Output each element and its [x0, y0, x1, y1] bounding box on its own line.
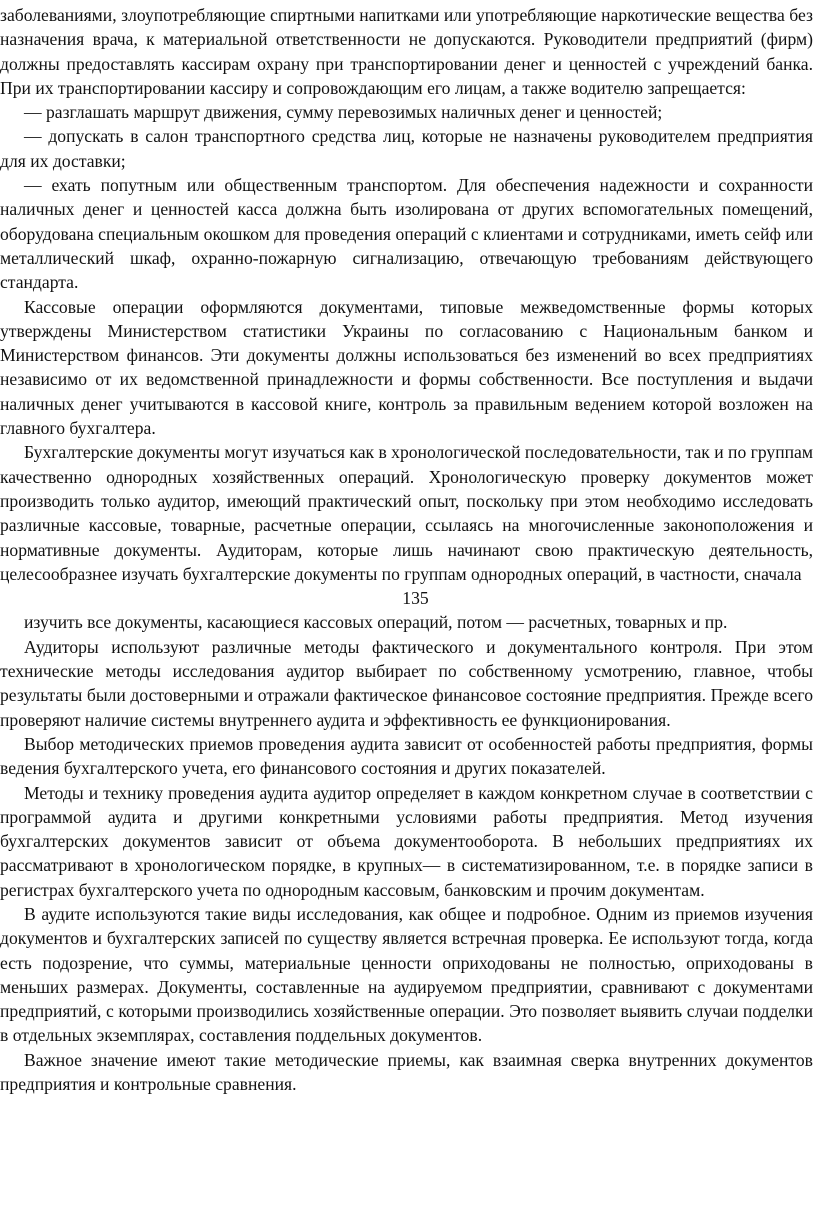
paragraph-accounting-documents: Бухгалтерские документы могут изучаться как в хронологической последовательности, так и по группам качественно однородных хозяйственных операций. Хронологическую проверку документов может производить только аудитор, имеющий практический опыт, поскольку при этом необходимо исследовать различные кассовые, товарные, расчетные операции, ссылаясь на многочисленные законоположения и нормативные документы. Аудиторам, которые лишь начинают свою практическую деятельность, целесообразнее изучать бухгалтерские документы по группам однородных операций, в частности, сначала	[0, 442, 813, 584]
paragraph-cash-operations: Кассовые операции оформляются документами, типовые межведомственные формы которых утверждены Министерством статистики Украины по согласованию с Национальным банком и Министерством финансов. Эти документы должны использоваться без изменений во всех предприятиях независимо от их ведомственной принадлежности и формы собственности. Все поступления и выдачи наличных денег учитываются в кассовой книге, контроль за правильным ведением которой возложен на главного бухгалтера.	[0, 296, 813, 439]
paragraph-reconciliation: Важное значение имеют такие методические приемы, как взаимная сверка внутренних документов предприятия и контрольные сравнения.	[0, 1049, 813, 1095]
list-item-transport: — ехать попутным или общественным транспортом. Для обеспечения надежности и сохранности наличных денег и ценностей касса должна быть изолирована от других вспомогательных помещений, оборудована специальным окошком для проведения операций с клиентами и сотрудниками, иметь сейф или металлический шкаф, охранно-пожарную сигнализацию, отвечающую требованиям действующего стандарта.	[0, 175, 813, 293]
list-item-passengers: — допускать в салон транспортного средства лиц, которые не назначены руководителем предприятия для их доставки;	[0, 126, 813, 171]
paragraph-continuation: заболеваниями, злоупотребляющие спиртными напитками или употребляющие наркотические вещества без назначения врача, к материальной ответственности не допускаются. Руководители предприятий (фирм) должны предоставлять кассирам охрану при транспортировании денег и ценностей с учреждений банка. При их транспортировании кассиру и сопровождающим его лицам, а также водителю запрещается:	[0, 5, 813, 98]
paragraph-research-types: В аудите используются такие виды исследования, как общее и подробное. Одним из приемов изучения документов и бухгалтерских записей по существу является встречная проверка. Ее используют тогда, когда есть подозрение, что суммы, материальные ценности оприходованы не полностью, оприходованы в меньших размерах. Документы, составленные на аудируемом предприятии, сравнивают с документами предприятий, с которыми производились хозяйственные операции. Это позволяет выявить случаи подделки в отдельных экземплярах, составления поддельных документов.	[0, 903, 813, 1046]
page-number: 135	[402, 588, 429, 609]
paragraph-continuation-after-page: изучить все документы, касающиеся кассовых операций, потом — расчетных, товарных и пр.	[24, 612, 728, 633]
list-item-route: — разглашать маршрут движения, сумму перевозимых наличных денег и ценностей;	[24, 102, 663, 123]
paragraph-audit-methods: Аудиторы используют различные методы фактического и документального контроля. При этом технические методы исследования аудитор выбирает по собственному усмотрению, главное, чтобы результаты были достоверными и отражали фактическое финансовое состояние предприятия. Прежде всего проверяют наличие системы внутреннего аудита и эффективность ее функционирования.	[0, 636, 813, 730]
paragraph-audit-technique: Методы и технику проведения аудита аудитор определяет в каждом конкретном случае в соответствии с программой аудита и другими конкретными условиями работы предприятия. Метод изучения бухгалтерских документов зависит от объема документооборота. В небольших предприятиях их рассматривают в хронологическом порядке, в крупных— в систематизированном, т.е. в порядке записи в регистрах бухгалтерского учета по однородным кассовым, банковским и прочим документам.	[0, 782, 813, 900]
paragraph-methodical-techniques: Выбор методических приемов проведения аудита зависит от особенностей работы предприятия, формы ведения бухгалтерского учета, его финансового состояния и других показателей.	[0, 733, 813, 779]
